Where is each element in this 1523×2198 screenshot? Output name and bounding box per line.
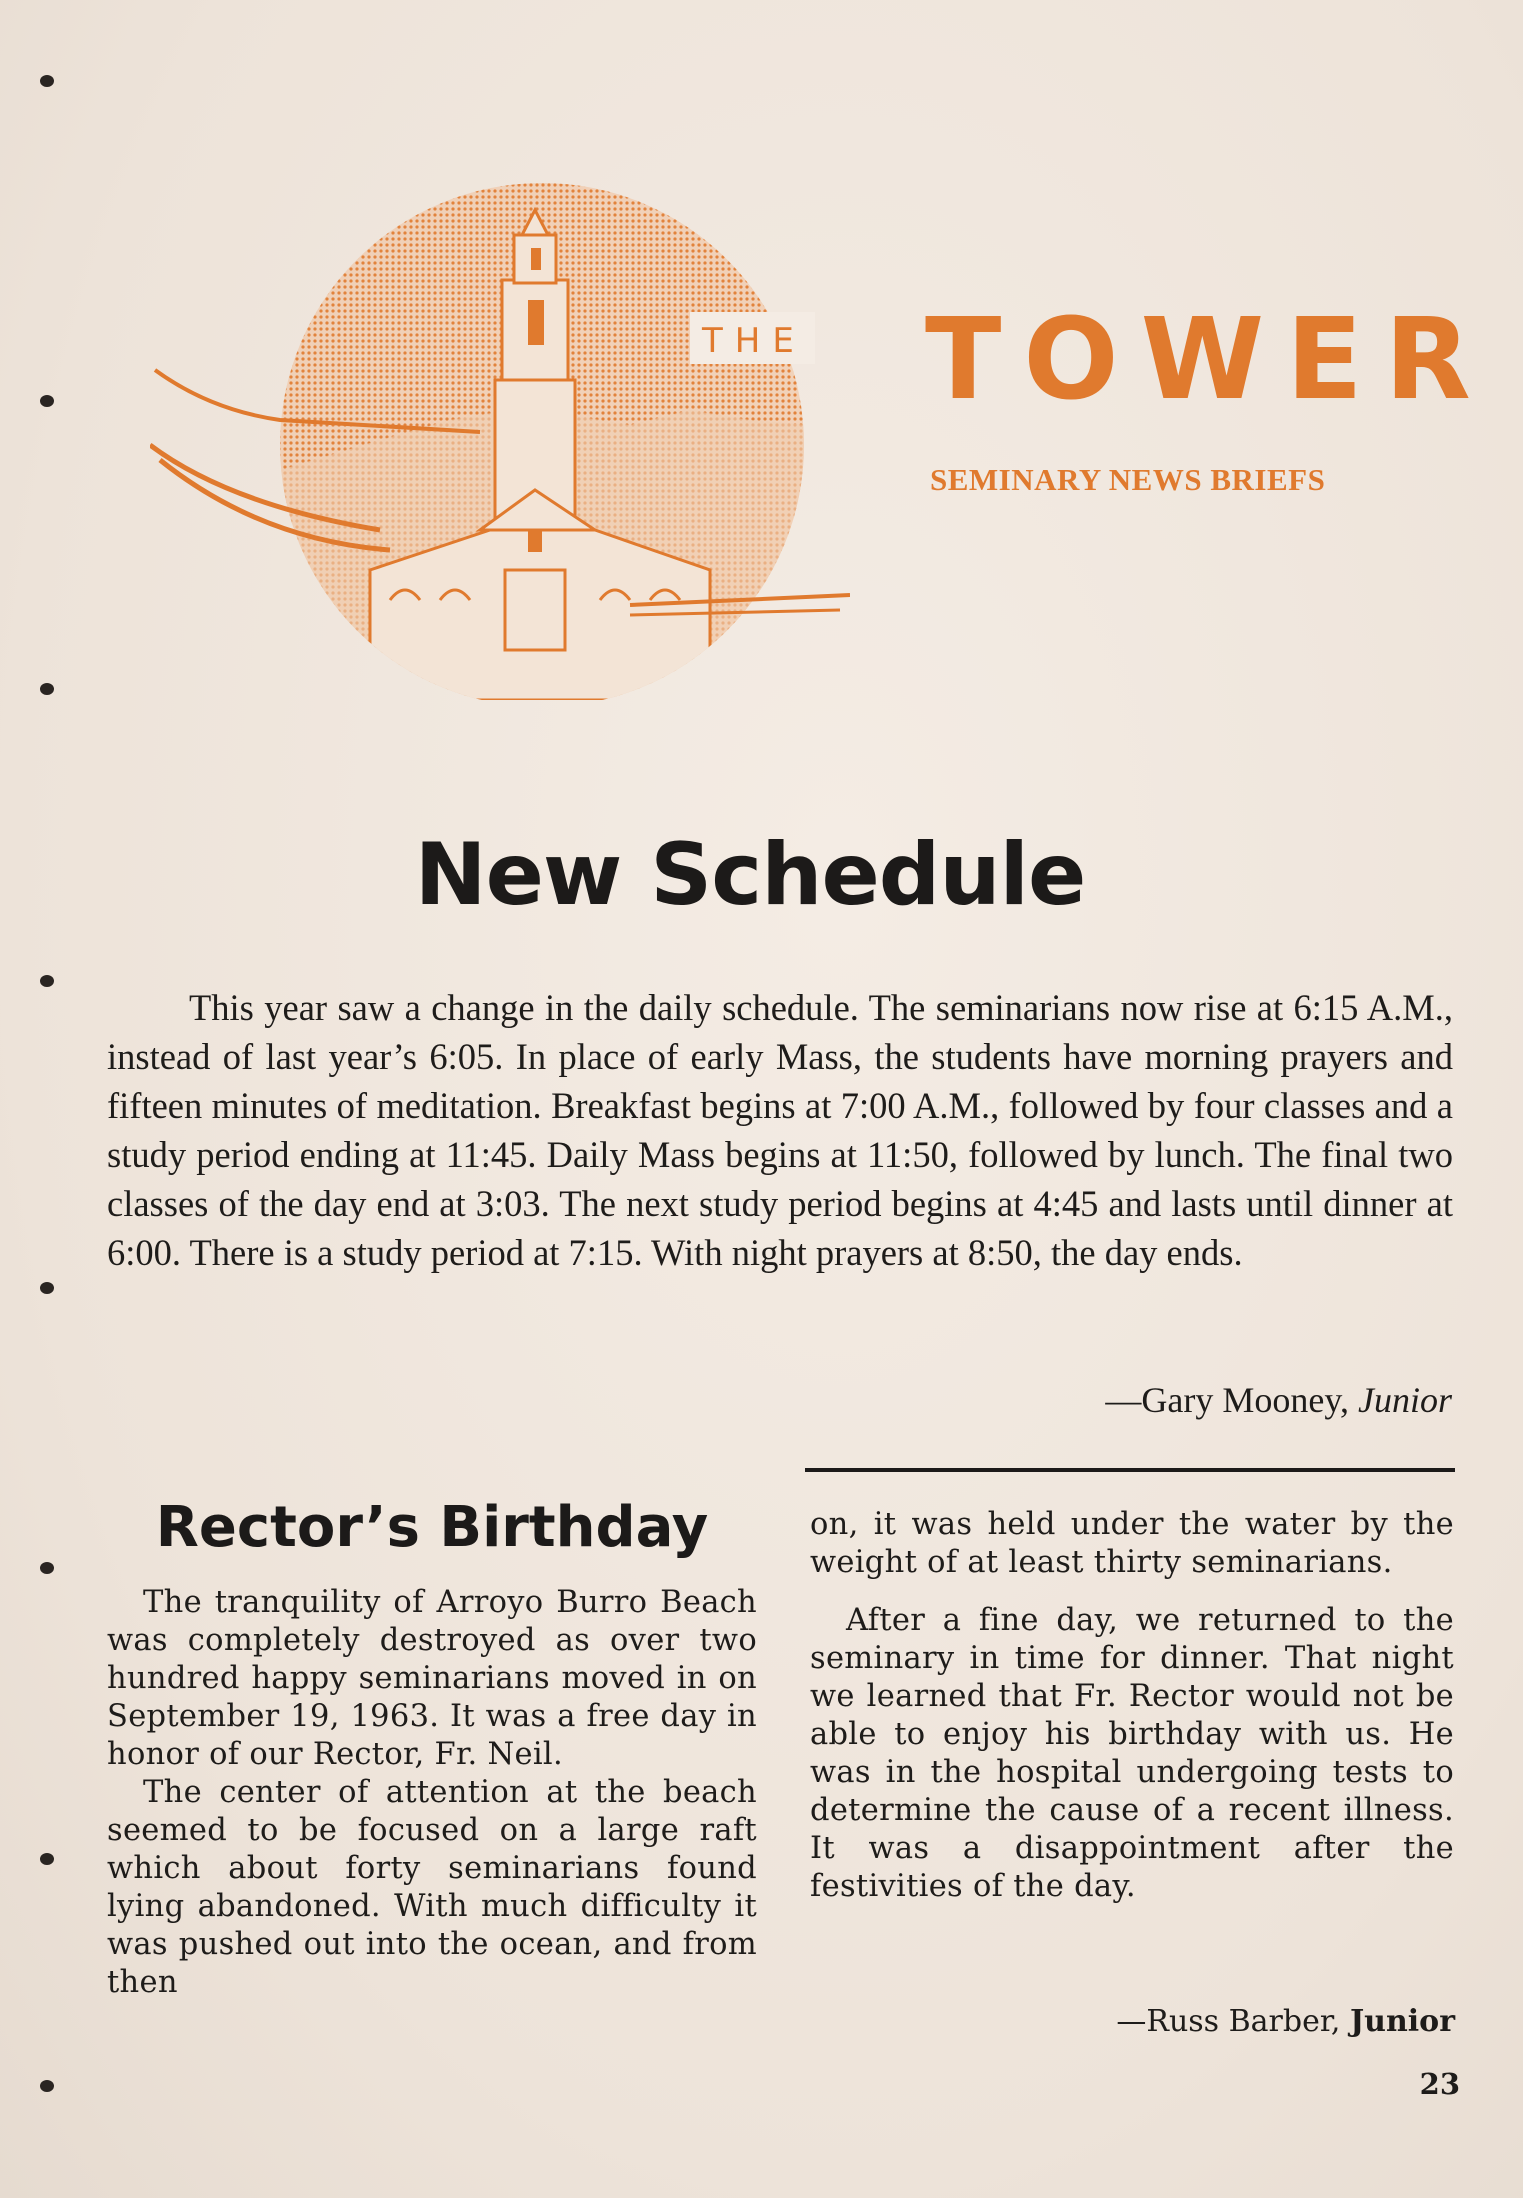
logo-word: THE: [702, 321, 806, 361]
binder-hole: [40, 683, 54, 695]
article-heading-rectors-birthday: Rector’s Birthday: [155, 1495, 709, 1560]
article-column-left: [107, 1584, 757, 2002]
byline-author: —Gary Mooney,: [1105, 1380, 1349, 1420]
article-paragraph: The tranquility of Arroyo Burro Beach was completely destroyed as over two hundred happy seminarians moved in on September 19, 1963. It was a free day in honor of our Rector, Fr. Neil.: [107, 1585, 757, 1772]
article-paragraph: After a fine day, we returned to the seminary in time for dinner. That night we learned that Fr. Rector would not be able to enjoy his birthday with us. He was in the hospital undergoing tests to determine the cause of a recent illness. It was a disappointment after the festivities of the day.: [810, 1603, 1454, 1904]
column-divider-rule: [805, 1468, 1455, 1472]
binder-hole: [40, 75, 54, 87]
masthead-title: TOWER: [925, 295, 1493, 425]
page-number: 23: [1419, 2067, 1460, 2101]
article-paragraph: This year saw a change in the daily schedule. The seminarians now rise at 6:15 A.M., instead of last year’s 6:05. In place of early Mass, the students have morning prayers and fifteen minutes of meditation. Breakfast begins at 7:00 A.M., followed by four classes and a study period ending at 11:45. Daily Mass begins at 11:50, followed by lunch. The final two classes of the day end at 3:03. The next study period begins at 4:45 and lasts until dinner at 6:00. There is a study period at 7:15. With night prayers at 8:50, the day ends.: [107, 987, 1453, 1273]
article-byline: [900, 2000, 1455, 2044]
tower-logo-illustration: [150, 170, 850, 700]
article-column-right: [810, 1506, 1454, 1906]
article-heading-new-schedule: New Schedule: [414, 825, 1086, 925]
byline-author: —Russ Barber,: [1116, 2004, 1341, 2039]
masthead-subtitle: SEMINARY NEWS BRIEFS: [930, 462, 1326, 497]
article-body-new-schedule: [107, 983, 1453, 1277]
article-paragraph: The center of attention at the beach seemed to be focused on a large raft which about forty seminarians found lying abandoned. With much difficulty it was pushed out into the ocean, and from then: [107, 1775, 757, 2000]
binder-hole: [40, 1853, 54, 1865]
binder-hole: [40, 2080, 54, 2092]
binder-hole: [40, 1282, 54, 1294]
article-byline: [700, 1375, 1452, 1425]
binder-hole: [40, 975, 54, 987]
binder-hole: [40, 1562, 54, 1574]
byline-class: Junior: [1349, 2004, 1455, 2039]
binder-hole: [40, 395, 54, 407]
article-paragraph: on, it was held under the water by the weight of at least thirty seminarians.: [810, 1507, 1454, 1580]
byline-class: Junior: [1358, 1380, 1452, 1420]
